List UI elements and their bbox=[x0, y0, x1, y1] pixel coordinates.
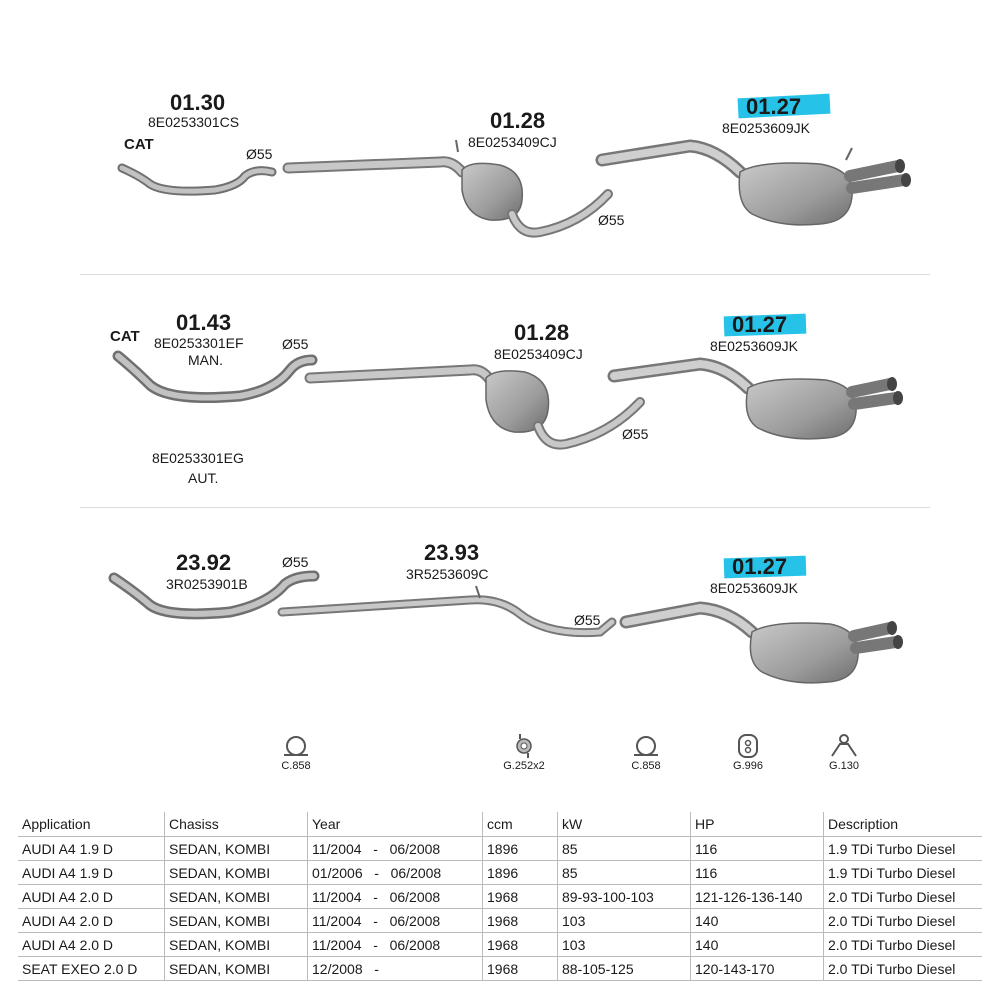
cell-chassis: SEDAN, KOMBI bbox=[165, 885, 308, 909]
part-code: 01.28 bbox=[490, 108, 546, 133]
cell-year: 01/2006 - 06/2008 bbox=[308, 861, 483, 885]
column-header: kW bbox=[558, 812, 691, 837]
cell-application: SEAT EXEO 2.0 D bbox=[18, 957, 165, 981]
diameter-label: Ø55 bbox=[598, 212, 625, 228]
column-header: Chasiss bbox=[165, 812, 308, 837]
part-code: 01.27 bbox=[732, 554, 788, 579]
cat-label: CAT bbox=[110, 328, 140, 345]
cell-kw: 85 bbox=[558, 837, 691, 861]
table-row bbox=[18, 909, 982, 933]
cell-kw: 88-105-125 bbox=[558, 957, 691, 981]
diameter-label: Ø55 bbox=[282, 554, 309, 570]
accessory-code: G.252x2 bbox=[503, 760, 545, 772]
cell-application: AUDI A4 2.0 D bbox=[18, 885, 165, 909]
diameter-label: Ø55 bbox=[282, 336, 309, 352]
cell-chassis: SEDAN, KOMBI bbox=[165, 909, 308, 933]
cell-description: 1.9 TDi Turbo Diesel bbox=[824, 837, 983, 861]
cell-chassis: SEDAN, KOMBI bbox=[165, 837, 308, 861]
cell-year: 11/2004 - 06/2008 bbox=[308, 909, 483, 933]
part-code: 01.27 bbox=[746, 94, 802, 119]
middle-silencer-01-28-row2[interactable] bbox=[310, 370, 640, 445]
table-row bbox=[18, 837, 982, 861]
cell-description: 2.0 TDi Turbo Diesel bbox=[824, 933, 983, 957]
table-row bbox=[18, 933, 982, 957]
accessory-code: C.858 bbox=[631, 760, 661, 772]
cell-year: 11/2004 - 06/2008 bbox=[308, 933, 483, 957]
part-code: 01.30 bbox=[170, 90, 226, 115]
diameter-label: Ø55 bbox=[622, 426, 649, 442]
column-header: Year bbox=[308, 812, 483, 837]
clamp-icon[interactable] bbox=[284, 737, 308, 755]
rear-silencer-01-27-row1[interactable] bbox=[602, 146, 911, 225]
cell-description: 2.0 TDi Turbo Diesel bbox=[824, 885, 983, 909]
bracket-icon[interactable] bbox=[832, 735, 856, 756]
row-separator bbox=[80, 507, 930, 508]
clamp-icon[interactable] bbox=[634, 737, 658, 755]
cell-kw: 103 bbox=[558, 933, 691, 957]
cell-hp: 120-143-170 bbox=[691, 957, 824, 981]
cell-kw: 103 bbox=[558, 909, 691, 933]
table-row bbox=[18, 861, 982, 885]
cell-chassis: SEDAN, KOMBI bbox=[165, 933, 308, 957]
cell-hp: 140 bbox=[691, 933, 824, 957]
part-code: 23.92 bbox=[176, 550, 232, 575]
rear-silencer-01-27-row2[interactable] bbox=[614, 364, 903, 439]
front-pipe-01-30[interactable] bbox=[122, 168, 272, 191]
table-row bbox=[18, 885, 982, 909]
accessory-code: G.130 bbox=[829, 760, 859, 772]
rear-silencer-01-27-row3[interactable] bbox=[626, 608, 903, 683]
part-variant: MAN. bbox=[188, 352, 223, 368]
cell-kw: 85 bbox=[558, 861, 691, 885]
part-number: 8E0253409CJ bbox=[494, 346, 583, 362]
cat-label: CAT bbox=[124, 136, 154, 153]
part-number: 8E0253409CJ bbox=[468, 134, 557, 150]
part-number: 8E0253301CS bbox=[148, 114, 240, 130]
cell-year: 12/2008 - bbox=[308, 957, 483, 981]
cell-application: AUDI A4 2.0 D bbox=[18, 909, 165, 933]
cell-description: 2.0 TDi Turbo Diesel bbox=[824, 909, 983, 933]
cell-description: 1.9 TDi Turbo Diesel bbox=[824, 861, 983, 885]
cell-hp: 116 bbox=[691, 837, 824, 861]
part-number: 8E0253609JK bbox=[722, 120, 810, 136]
cell-hp: 121-126-136-140 bbox=[691, 885, 824, 909]
alt-part-variant: AUT. bbox=[188, 470, 219, 486]
part-code: 23.93 bbox=[424, 540, 480, 565]
mount-ring-icon[interactable] bbox=[739, 735, 757, 757]
cell-description: 2.0 TDi Turbo Diesel bbox=[824, 957, 983, 981]
cell-chassis: SEDAN, KOMBI bbox=[165, 957, 308, 981]
cell-application: AUDI A4 2.0 D bbox=[18, 933, 165, 957]
table-row bbox=[18, 957, 982, 981]
part-code: 01.27 bbox=[732, 312, 788, 337]
cell-application: AUDI A4 1.9 D bbox=[18, 837, 165, 861]
part-code: 01.28 bbox=[514, 320, 570, 345]
cell-ccm: 1968 bbox=[483, 957, 558, 981]
cell-year: 11/2004 - 06/2008 bbox=[308, 837, 483, 861]
cell-kw: 89-93-100-103 bbox=[558, 885, 691, 909]
cell-hp: 116 bbox=[691, 861, 824, 885]
column-header: Application bbox=[18, 812, 165, 837]
diameter-label: Ø55 bbox=[246, 146, 273, 162]
part-number: 8E0253609JK bbox=[710, 338, 798, 354]
column-header: HP bbox=[691, 812, 824, 837]
column-header: ccm bbox=[483, 812, 558, 837]
alt-part-number: 8E0253301EG bbox=[152, 450, 244, 466]
part-number: 8E0253609JK bbox=[710, 580, 798, 596]
cell-hp: 140 bbox=[691, 909, 824, 933]
rubber-hanger-icon[interactable] bbox=[517, 734, 531, 758]
cell-application: AUDI A4 1.9 D bbox=[18, 861, 165, 885]
diameter-label: Ø55 bbox=[574, 612, 601, 628]
accessory-code: G.996 bbox=[733, 760, 763, 772]
cell-chassis: SEDAN, KOMBI bbox=[165, 861, 308, 885]
middle-silencer-01-28[interactable] bbox=[288, 140, 608, 233]
middle-pipe-23-93[interactable] bbox=[282, 586, 612, 633]
cell-year: 11/2004 - 06/2008 bbox=[308, 885, 483, 909]
part-number: 3R5253609C bbox=[406, 566, 489, 582]
row-separator bbox=[80, 274, 930, 275]
part-number: 8E0253301EF bbox=[154, 335, 244, 351]
cell-ccm: 1968 bbox=[483, 933, 558, 957]
accessory-code: C.858 bbox=[281, 760, 311, 772]
cell-ccm: 1896 bbox=[483, 861, 558, 885]
application-table bbox=[18, 812, 982, 981]
cell-ccm: 1896 bbox=[483, 837, 558, 861]
part-code: 01.43 bbox=[176, 310, 232, 335]
column-header: Description bbox=[824, 812, 983, 837]
table-header-row bbox=[18, 812, 982, 837]
part-number: 3R0253901B bbox=[166, 576, 248, 592]
cell-ccm: 1968 bbox=[483, 885, 558, 909]
cell-ccm: 1968 bbox=[483, 909, 558, 933]
